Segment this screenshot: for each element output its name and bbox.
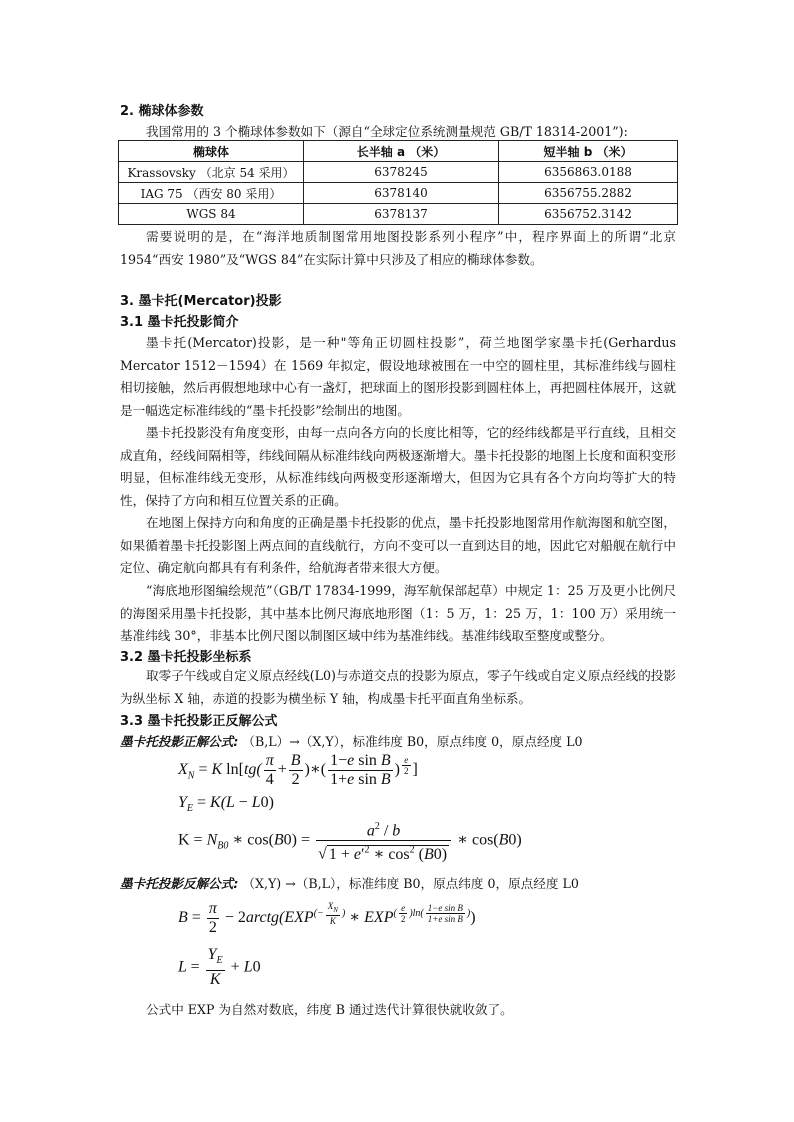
cell-a: 6378140 bbox=[304, 183, 499, 204]
cell-b: 6356752.3142 bbox=[499, 204, 678, 225]
col-header-semi-minor: 短半轴 b （米） bbox=[499, 141, 678, 162]
section-3-heading: 3. 墨卡托(Mercator)投影 bbox=[120, 294, 282, 309]
col-header-ellipsoid: 椭球体 bbox=[119, 141, 304, 162]
inverse-formula-desc: （X,Y) →（B,L），标准纬度 B0，原点纬度 0，原点经度 L0 bbox=[242, 876, 579, 891]
forward-formula-desc: （B,L）→（X,Y），标准纬度 B0，原点纬度 0，原点经度 L0 bbox=[242, 734, 583, 749]
section-2-note: 需要说明的是，在“海洋地质制图常用地图投影系列小程序”中，程序界面上的所谓“北京 1954“西安 1980”及“WGS 84”在实际计算中只涉及了相应的椭球体参数。 bbox=[120, 229, 676, 267]
cell-name: Krassovsky （北京 54 采用） bbox=[119, 162, 304, 183]
section-3-1-para-2: 墨卡托投影没有角度变形，由每一点向各方向的长度比相等，它的经纬线都是平行直线，且相交成直角，经线间隔相等，纬线间隔从标准纬线向两极逐渐增大。墨卡托投影的地图上长度和面积变形明显，但标准纬线无变形，从标准纬线向两极变形逐渐增大，但因为它具有各个方向均等扩大的特性，保持了方向和相互位置关系的正确。 bbox=[120, 425, 676, 509]
cell-name: IAG 75 （西安 80 采用） bbox=[119, 183, 304, 204]
section-3-2-heading: 3.2 墨卡托投影坐标系 bbox=[120, 650, 252, 665]
section-2-heading: 2. 椭球体参数 bbox=[120, 104, 204, 119]
cell-a: 6378137 bbox=[304, 204, 499, 225]
section-2-intro: 我国常用的 3 个椭球体参数如下（源自“全球定位系统测量规范 GB/T 18314-2001”): bbox=[146, 124, 628, 139]
cell-b: 6356863.0188 bbox=[499, 162, 678, 183]
forward-formula-label: 墨卡托投影正解公式: bbox=[120, 734, 239, 749]
table-header-row bbox=[119, 141, 678, 162]
formula-ye: $Y_E = K(L - L0)$ bbox=[178, 794, 274, 815]
forward-formula-line bbox=[120, 731, 583, 750]
formula-xn: $X_N = K$ ln[tg( $\frac{\pi}{4}$ + $\frac{B}{2}$ )∗( $\frac{\text{1−e sin B}}{\text{1+e sin B}}$ ) $^{\frac{e}{2}}$ ] bbox=[178, 752, 418, 788]
formula-k: $K = N_{B0}$ ∗ cos(B0) = $\frac{a^2 / b}{√ 1 + e'^2 ∗ \cos^2 (B0)}$ ∗ cos(B0) bbox=[178, 818, 522, 864]
section-3-1-para-3: 在地图上保持方向和角度的正确是墨卡托投影的优点，墨卡托投影地图常用作航海图和航空图，如果循着墨卡托投影图上两点间的直线航行，方向不变可以一直到达目的地，因此它对船舰在航行中定位、确定航向都具有有利条件，给航海者带来很大方便。 bbox=[120, 515, 676, 576]
table-row bbox=[119, 162, 678, 183]
section-3-1-para-4: “海底地形图编绘规范”（GB/T 17834-1999，海军航保部起草）中规定 1：25 万及更小比例尺的海图采用墨卡托投影，其中基本比例尺海底地形图（1：5 万，1：25 万，1：100 万）采用统一基准纬线 30°，非基本比例尺图以制图区域中纬为基准纬线。基准纬线取至整度或整分。 bbox=[120, 583, 676, 644]
formula-l: L = $\frac{Y_E}{K}$ + L0 bbox=[178, 946, 261, 989]
inverse-formula-label: 墨卡托投影反解公式: bbox=[120, 876, 239, 891]
ellipsoid-table bbox=[118, 140, 678, 225]
table-row bbox=[119, 204, 678, 225]
closing-note: 公式中 EXP 为自然对数底，纬度 B 通过迭代计算很快就收敛了。 bbox=[146, 1002, 513, 1017]
table-row bbox=[119, 183, 678, 204]
cell-a: 6378245 bbox=[304, 162, 499, 183]
cell-b: 6356755.2882 bbox=[499, 183, 678, 204]
section-3-2-para-1: 取零子午线或自定义原点经线(L0)与赤道交点的投影为原点，零子午线或自定义原点经线的投影为纵坐标 X 轴，赤道的投影为横坐标 Y 轴，构成墨卡托平面直角坐标系。 bbox=[120, 668, 676, 706]
formula-b: B = $\frac{\pi}{2}$ − $2arctg(EXP^{(- \frac{X_N}{K} )}$ ∗ $EXP^{( \frac{e}{2} )ln( \frac{\text{1−e sin B}}{\text{1+e sin B}} )}$) bbox=[178, 900, 476, 936]
section-3-1-para-1: 墨卡托(Mercator)投影，是一种"等角正切圆柱投影”，荷兰地图学家墨卡托(Gerhardus Mercator 1512－1594）在 1569 年拟定，假设地球被围在一中空的圆柱里，其标准纬线与圆柱相切接触，然后再假想地球中心有一盏灯，把球面上的图形投影到圆柱体上，再把圆柱体展开，这就是一幅选定标准纬线的“墨卡托投影”绘制出的地图。 bbox=[120, 335, 676, 419]
inverse-formula-line bbox=[120, 873, 579, 892]
section-3-1-heading: 3.1 墨卡托投影简介 bbox=[120, 315, 239, 330]
col-header-semi-major: 长半轴 a （米） bbox=[304, 141, 499, 162]
section-3-3-heading: 3.3 墨卡托投影正反解公式 bbox=[120, 714, 278, 729]
cell-name: WGS 84 bbox=[119, 204, 304, 225]
